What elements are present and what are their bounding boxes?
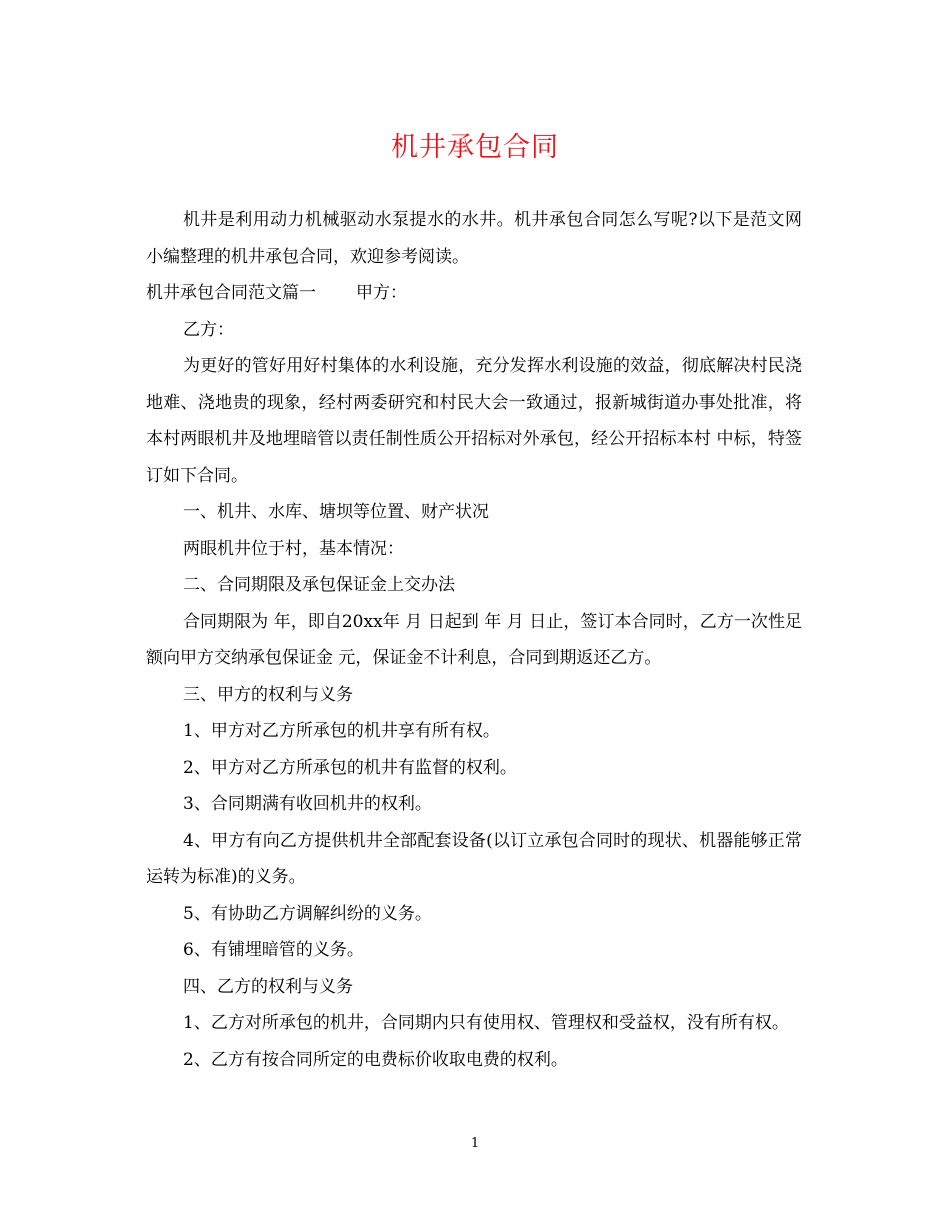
party-b-label: 乙方： xyxy=(183,319,234,340)
page-number: 1 xyxy=(470,1136,480,1151)
section3-item: 6、有铺埋暗管的义务。 xyxy=(183,940,364,960)
sample-heading-line xyxy=(146,275,802,312)
section4-title: 四、乙方的权利与义务 xyxy=(183,976,353,997)
section1-body: 两眼机井位于村，基本情况： xyxy=(183,538,404,559)
section3-item: 1、甲方对乙方所承包的机井享有所有权。 xyxy=(183,721,500,741)
section1-title: 一、机井、水库、塘坝等位置、财产状况 xyxy=(183,502,489,522)
document-body xyxy=(146,202,802,1078)
section3-item: 3、合同期满有收回机井的权利。 xyxy=(183,794,432,814)
intro-paragraph: 机井是利用动力机械驱动水泵提水的水井。机井承包合同怎么写呢?以下是范文网小编整理的机井承包合同，欢迎参考阅读。 xyxy=(146,210,802,267)
section3-item: 2、甲方对乙方所承包的机井有监督的权利。 xyxy=(183,757,517,778)
section3-item: 4、甲方有向乙方提供机井全部配套设备(以订立承包合同时的现状、机器能够正常运转为标准)的义务。 xyxy=(146,830,802,887)
document-title: 机井承包合同 xyxy=(391,132,559,163)
sample-heading: 机井承包合同范文篇一 xyxy=(146,283,316,303)
section4-item: 1、乙方对所承包的机井，合同期内只有使用权、管理权和受益权，没有所有权。 xyxy=(183,1013,789,1033)
section2-title: 二、合同期限及承包保证金上交办法 xyxy=(183,575,455,595)
section2-body: 合同期限为 年，即自20xx年 月 日起到 年 月 日止，签订本合同时，乙方一次性足额向甲方交纳承包保证金 元，保证金不计利息，合同到期返还乙方。 xyxy=(146,611,802,668)
purpose-paragraph: 为更好的管好用好村集体的水利设施，充分发挥水利设施的效益，彻底解决村民浇地难、浇地贵的现象，经村两委研究和村民大会一致通过，报新城街道办事处批准，将本村两眼机井及地埋暗管以责任制性质公开招标对外承包，经公开招标本村 中标，特签订如下合同。 xyxy=(146,356,802,486)
section3-item: 5、有协助乙方调解纠纷的义务。 xyxy=(183,903,432,924)
section3-title: 三、甲方的权利与义务 xyxy=(183,684,353,705)
party-a-label: 甲方： xyxy=(356,283,407,303)
section4-item: 2、乙方有按合同所定的电费标价收取电费的权利。 xyxy=(183,1049,568,1070)
